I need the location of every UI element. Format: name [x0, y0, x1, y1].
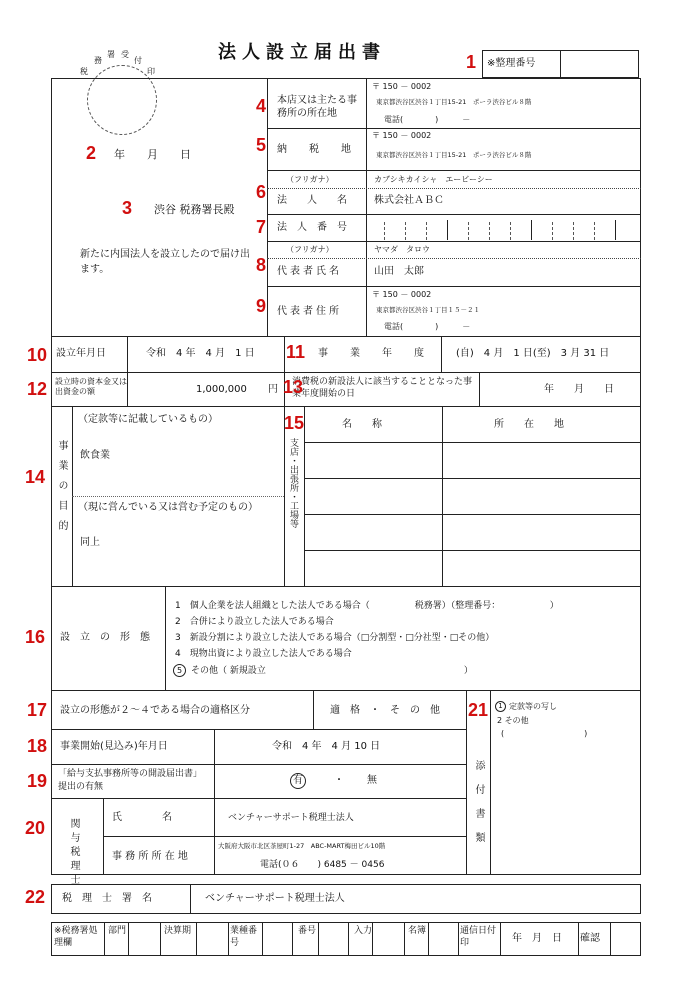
attachment-2-paren[interactable]: ( ): [501, 729, 588, 738]
footer-col-gyoshu-text: 業種番号: [230, 926, 258, 949]
attachment-1-circle: [495, 701, 506, 712]
payroll-no[interactable]: 無: [367, 775, 377, 786]
stamp-char: 税: [80, 67, 88, 76]
selected-circle-icon: [173, 664, 186, 677]
footer-col-kessan: [164, 925, 194, 937]
marker-9: 9: [256, 296, 267, 316]
hq-label-text: 本店又は主たる事務所の所在地: [277, 95, 357, 119]
tax-place-postal[interactable]: 〒 150 － 0002: [372, 131, 432, 140]
marker-18: 18: [27, 736, 48, 756]
tax-place-label: 納 税 地: [277, 144, 357, 155]
formation-item-4[interactable]: 4 現物出資により設立した法人である場合: [175, 649, 352, 659]
seiri-label: ※整理番号: [487, 58, 536, 69]
formation-item-5[interactable]: その他（ 新規設立 ）: [191, 666, 473, 676]
stamp-char: 署: [107, 50, 115, 59]
fiscal-year-value[interactable]: (自) 4 月 1 日(至) 3 月 31 日: [456, 348, 610, 359]
footer-col-tsushin: [460, 925, 500, 949]
marker-11: 11: [286, 342, 306, 362]
business-start-label: 事業開始(見込み)年月日: [60, 741, 168, 752]
footer-col-kessan-text: 決算期: [164, 926, 192, 936]
signature-value[interactable]: ベンチャーサポート税理士法人: [205, 893, 345, 904]
footer-col-gyoshu: [230, 925, 260, 949]
marker-4: 4: [256, 96, 267, 116]
corp-name-label: 法 人 名: [277, 195, 347, 206]
establishment-label: 設立年月日: [56, 348, 106, 359]
marker-12: 12: [27, 379, 48, 399]
notice-text: [80, 248, 250, 277]
marker-8: 8: [256, 255, 267, 275]
footer-col-kakunin: 確認: [580, 933, 600, 944]
capital-label-text: 設立時の資本金又は出資金の額: [55, 377, 127, 397]
rep-furigana-label: （フリガナ）: [286, 245, 334, 254]
attachment-2-label[interactable]: 2 その他: [497, 716, 529, 725]
payroll-dot: ・: [334, 775, 344, 786]
consumption-tax-date[interactable]: 年 月 日: [544, 384, 614, 395]
branches-label: 支店・出張所・工場等: [288, 438, 298, 528]
stamp-char: 務: [94, 56, 102, 65]
marker-17: 17: [27, 700, 48, 720]
marker-19: 19: [27, 771, 48, 791]
rep-address-label: 代表者住所: [277, 306, 342, 317]
accountant-name[interactable]: ベンチャーサポート税理士法人: [228, 813, 354, 823]
footer-processing-label: [54, 925, 104, 949]
footer-col-bango: [298, 925, 318, 937]
consumption-tax-label-text: 消費税の新設法人に該当することとなった事業年度開始の日: [292, 377, 473, 399]
footer-col-bumon: [108, 925, 128, 937]
marker-2: 2: [86, 143, 97, 163]
hq-address[interactable]: 東京都渋谷区渋谷１丁目15-21 ポーラ渋谷ビル８階: [376, 98, 532, 106]
formation-item-2[interactable]: 2 合併により設立した法人である場合: [175, 617, 334, 627]
submission-date[interactable]: 年 月 日: [114, 148, 191, 161]
branches-col-address: 所 在 地: [494, 419, 564, 430]
form-title: 法人設立届出書: [218, 42, 386, 63]
footer-processing-text: ※税務署処理欄: [54, 926, 98, 949]
signature-label: 税 理 士 署 名: [62, 893, 152, 904]
payroll-label-text: 「給与支払事務所等の開設届出書」提出の有無: [58, 769, 203, 793]
stamp-char: 印: [147, 67, 155, 76]
notice-text-value: 新たに内国法人を設立したので届け出ます。: [80, 249, 250, 275]
marker-21: 21: [468, 700, 489, 720]
stamp-char: 付: [134, 56, 142, 65]
formation-circled-number: 5: [176, 666, 183, 675]
fiscal-year-label: 事 業 年 度: [318, 348, 430, 359]
rep-furigana[interactable]: ヤマダ タロウ: [374, 245, 430, 254]
marker-16: 16: [25, 627, 46, 647]
corp-furigana[interactable]: カブシキカイシャ エービーシー: [374, 175, 493, 184]
marker-6: 6: [256, 182, 267, 202]
purpose-current-value[interactable]: 同上: [80, 537, 100, 548]
formation-item-3[interactable]: 3 新設分割により設立した法人である場合（□分割型・□分社型・□その他）: [175, 633, 495, 643]
marker-5: 5: [256, 135, 267, 155]
business-start-date[interactable]: 令和 4 年 4 月 10 日: [272, 741, 381, 752]
purpose-label: 事業の目的: [56, 440, 67, 540]
footer-col-meibo: [408, 925, 428, 937]
footer-col-bango-text: 番号: [298, 926, 317, 936]
rep-address-tel[interactable]: 電話( ) －: [384, 322, 471, 331]
rep-address-postal[interactable]: 〒 150 － 0002: [372, 290, 432, 299]
tax-office-name[interactable]: 渋谷 税務署長殿: [154, 203, 235, 216]
capital-value[interactable]: 1,000,000: [196, 384, 247, 395]
footer-col-nyuryoku-text: 入力: [354, 926, 373, 936]
marker-1: 1: [466, 52, 477, 72]
marker-15: 15: [284, 413, 305, 433]
marker-13: 13: [283, 377, 304, 397]
footer-col-tsushin-text: 通信日付印: [460, 926, 497, 949]
capital-unit: 円: [268, 384, 278, 395]
rep-name-value[interactable]: 山田 太郎: [374, 266, 424, 277]
payroll-yes-circle[interactable]: [290, 773, 306, 789]
accountant-tel[interactable]: 電話(０６ ) 6485 － 0456: [260, 860, 385, 870]
purpose-current-label: （現に営んでいる又は営む予定のもの）: [78, 502, 258, 513]
attachment-1-num: 1: [498, 702, 503, 710]
corp-name-value[interactable]: 株式会社ＡＢＣ: [374, 195, 444, 206]
accountant-office-label: 事 務 所 所 在 地: [112, 851, 188, 862]
rep-name-label: 代表者氏名: [277, 266, 342, 277]
payroll-yes: 有: [293, 775, 303, 786]
accountant-office-address[interactable]: 大阪府大阪市北区茶屋町1-27 ABC-MART梅田ビル10階: [218, 842, 386, 850]
rep-address-value[interactable]: 東京都渋谷区渋谷１丁目１５－２１: [376, 306, 480, 314]
purpose-articles-label: （定款等に記載しているもの）: [78, 414, 218, 425]
footer-col-nyuryoku: [354, 925, 372, 937]
consumption-tax-label: [292, 377, 477, 400]
stamp-char: 受: [121, 50, 129, 59]
qualification-label: 設立の形態が２～４である場合の適格区分: [60, 705, 250, 716]
marker-20: 20: [25, 818, 46, 838]
hq-postal[interactable]: 〒 150 － 0002: [372, 82, 432, 91]
accountant-name-label: 氏 名: [112, 812, 172, 823]
purpose-articles-value[interactable]: 飲食業: [80, 450, 110, 461]
corp-furigana-label: （フリガナ）: [286, 175, 334, 184]
formation-item-1[interactable]: 1 個人企業を法人組織とした法人である場合（ 税務署）（整理番号： ）: [175, 601, 559, 611]
marker-3: 3: [122, 198, 133, 218]
footer-col-date: 年 月 日: [512, 933, 562, 944]
formation-label: 設 立 の 形 態: [60, 632, 150, 643]
payroll-label: [58, 768, 210, 794]
marker-14: 14: [25, 467, 46, 487]
marker-7: 7: [256, 217, 267, 237]
tax-place-address[interactable]: 東京都渋谷区渋谷１丁目15-21 ポーラ渋谷ビル８階: [376, 151, 532, 159]
footer-col-meibo-text: 名簿: [408, 926, 427, 936]
corp-number-label: 法 人 番 号: [277, 222, 347, 233]
footer-col-bumon-text: 部門: [108, 926, 127, 936]
marker-10: 10: [27, 345, 48, 365]
marker-22: 22: [25, 887, 46, 907]
branches-col-name: 名 称: [342, 419, 382, 430]
attachment-1-label[interactable]: 定款等の写し: [509, 702, 557, 711]
capital-label: [55, 377, 127, 398]
hq-label: [277, 94, 365, 120]
hq-tel[interactable]: 電話( ) －: [384, 115, 471, 124]
attachments-label: 添付書類: [473, 760, 484, 856]
tax-accountant-label: 関与税理士: [68, 818, 79, 888]
establishment-date[interactable]: 令和 4 年 4 月 1 日: [146, 348, 255, 359]
qualification-value[interactable]: 適 格 ・ そ の 他: [330, 705, 440, 716]
